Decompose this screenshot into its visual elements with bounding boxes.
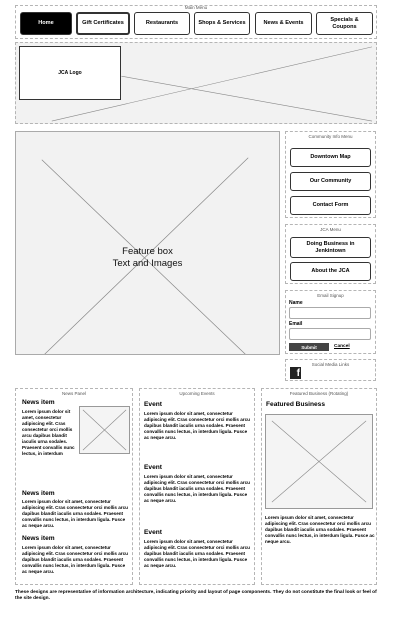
featured-caption: Featured Business (Rotating) bbox=[289, 391, 349, 396]
event-body: Lorem ipsum dolor sit amet, consectetur adipiscing elit. Cras consectetur orci mollis arcu dapibus blandit iaculis urna sodales. Praesent convallis nunc lectus, in interdum ligula. Fusce ac neque arcu. bbox=[144, 411, 250, 440]
feature-title: Feature box bbox=[122, 246, 173, 257]
events-caption: Upcoming Events bbox=[179, 391, 215, 396]
social-caption: Social Media Links bbox=[311, 362, 350, 367]
community-menu-caption: Community Info Menu bbox=[308, 134, 353, 139]
main-menu-caption: Main Menu bbox=[184, 5, 208, 10]
featured-business-title[interactable]: Featured Business bbox=[266, 401, 325, 408]
news-item-title[interactable]: News item bbox=[22, 535, 55, 542]
social-media-links bbox=[285, 359, 376, 381]
footer-note: These designs are representative of information architecture, indicating priority and layout of page components. They do not constitute the final look or feel of the site design. bbox=[15, 590, 377, 602]
doing-business-button[interactable]: Doing Business in Jenkintown bbox=[290, 237, 371, 258]
news-item-continued bbox=[22, 456, 128, 484]
upcoming-events bbox=[139, 388, 255, 585]
news-item-body-text: Lorem ipsum dolor sit amet, consectetur adipiscing elit. Cras consectetur orci mollis arcu dapibus blandit iaculis urna sodales. Praesent convallis nunc lectus, in interdum bbox=[22, 409, 75, 456]
jca-menu-caption: JCA Menu bbox=[320, 227, 341, 232]
community-info-menu bbox=[285, 131, 376, 218]
submit-button[interactable]: Submit bbox=[289, 343, 329, 351]
event-title[interactable]: Event bbox=[144, 529, 162, 536]
news-item-title[interactable]: News item bbox=[22, 399, 55, 406]
logo-text: JCA Logo bbox=[58, 69, 82, 76]
jca-logo[interactable] bbox=[19, 46, 121, 100]
menu-specials-coupons-button[interactable]: Specials & Coupons bbox=[316, 12, 373, 35]
menu-shops-services-button[interactable]: Shops & Services bbox=[194, 12, 250, 35]
downtown-map-button[interactable]: Downtown Map bbox=[290, 148, 371, 167]
menu-gift-certificates-button[interactable]: Gift Certificates bbox=[76, 12, 130, 35]
event-title[interactable]: Event bbox=[144, 464, 162, 471]
contact-form-button[interactable]: Contact Form bbox=[290, 196, 371, 215]
featured-business bbox=[261, 388, 377, 585]
feature-placeholder-cross bbox=[16, 132, 279, 354]
email-signup-caption: Email Signup bbox=[317, 293, 344, 298]
news-panel bbox=[15, 388, 133, 585]
feature-subtitle: Text and Images bbox=[112, 257, 183, 269]
email-label: Email bbox=[289, 321, 303, 327]
name-input[interactable] bbox=[289, 307, 371, 319]
news-item-body: Lorem ipsum dolor sit amet, consectetur adipiscing elit. Cras consectetur orci mollis arcu dapibus blandit iaculis urna sodales. Praesent convallis nunc lectus, in interdum ligula. Fusce ac neque arcu. bbox=[22, 499, 128, 528]
about-jca-button[interactable]: About the JCA bbox=[290, 262, 371, 281]
event-body: Lorem ipsum dolor sit amet, consectetur adipiscing elit. Cras consectetur orci mollis arcu dapibus blandit iaculis urna sodales. Praesent convallis nunc lectus, in interdum ligula. Fusce ac neque arcu. bbox=[144, 539, 250, 568]
jca-menu bbox=[285, 224, 376, 284]
event-body: Lorem ipsum dolor sit amet, consectetur adipiscing elit. Cras consectetur orci mollis arcu dapibus blandit iaculis urna sodales. Praesent convallis nunc lectus, in interdum ligula. Fusce ac neque arcu. bbox=[144, 474, 250, 503]
name-label: Name bbox=[289, 300, 303, 306]
featured-business-body: Lorem ipsum dolor sit amet, consectetur adipiscing elit. Cras consectetur orci mollis arcu dapibus blandit iaculis urna sodales. Praesent convallis nunc lectus, in interdum ligula. Fusce ac neque arcu. bbox=[265, 515, 375, 544]
featured-image-cross bbox=[266, 415, 372, 508]
menu-home-button[interactable]: Home bbox=[20, 12, 72, 35]
feature-text bbox=[16, 246, 279, 270]
news-panel-caption: News Panel bbox=[61, 391, 86, 396]
email-signup bbox=[285, 290, 376, 354]
news-item-body bbox=[22, 409, 128, 457]
our-community-button[interactable]: Our Community bbox=[290, 172, 371, 191]
menu-restaurants-button[interactable]: Restaurants bbox=[134, 12, 190, 35]
news-item-body: Lorem ipsum dolor sit amet, consectetur adipiscing elit. Cras consectetur orci mollis arcu dapibus blandit iaculis urna sodales. Praesent convallis nunc lectus, in interdum ligula. Fusce ac neque arcu. bbox=[22, 545, 128, 574]
facebook-icon[interactable]: f bbox=[290, 367, 301, 379]
cancel-link[interactable]: Cancel bbox=[334, 344, 350, 349]
news-item-title[interactable]: News item bbox=[22, 490, 55, 497]
menu-news-events-button[interactable]: News & Events bbox=[255, 12, 312, 35]
event-title[interactable]: Event bbox=[144, 401, 162, 408]
email-input[interactable] bbox=[289, 328, 371, 340]
featured-business-image[interactable] bbox=[265, 414, 373, 509]
feature-box[interactable] bbox=[15, 131, 280, 355]
